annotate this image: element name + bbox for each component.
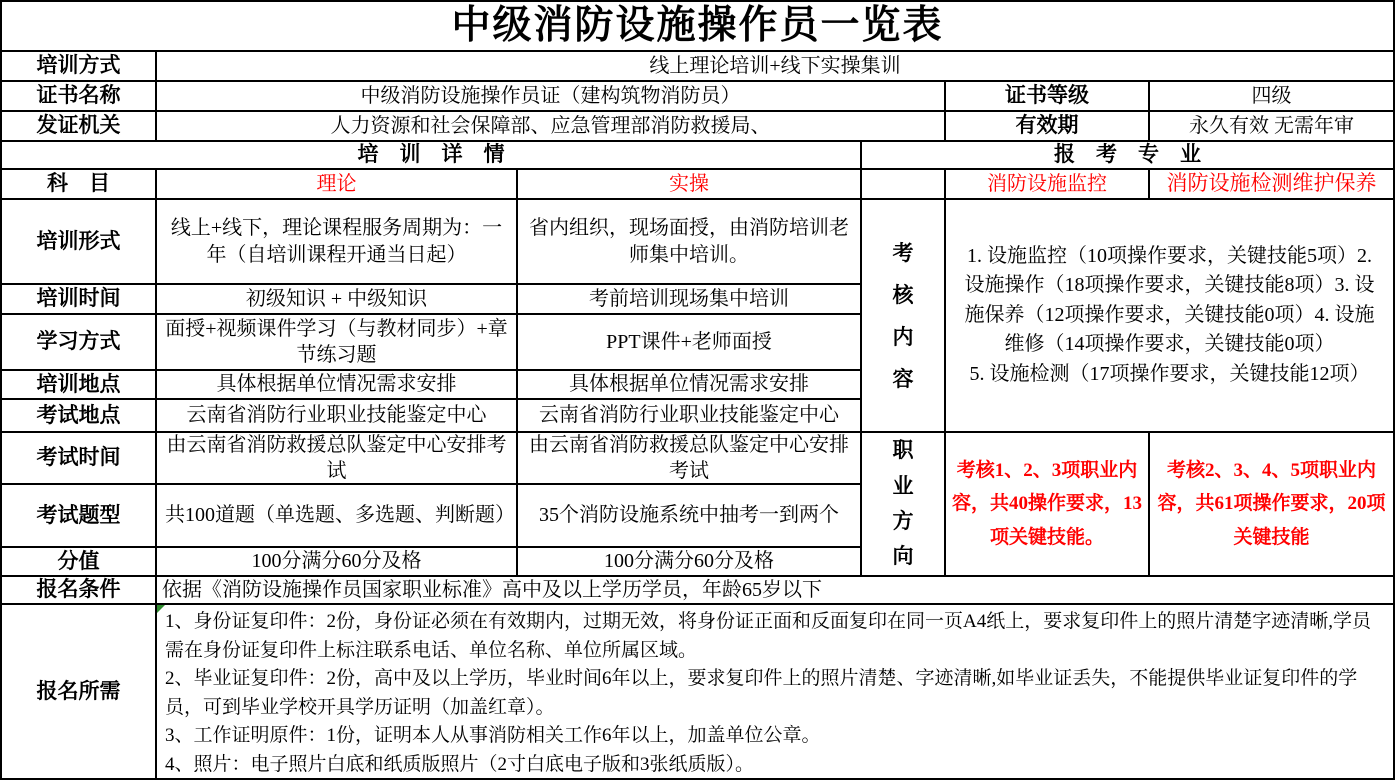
training-place-practice: 具体根据单位情况需求安排 xyxy=(518,371,860,398)
training-time-practice: 考前培训现场集中培训 xyxy=(518,285,860,313)
assessment-content-label-text: 考核内容 xyxy=(892,240,914,391)
training-place-theory: 具体根据单位情况需求安排 xyxy=(157,371,516,398)
row-label-training-time: 培训时间 xyxy=(2,285,155,313)
training-form-theory: 线上+线下，理论课程服务周期为：一年（自培训课程开通当日起） xyxy=(157,200,516,283)
subject-practice-header: 实操 xyxy=(518,170,860,198)
training-method-value: 线上理论培训+线下实操集训 xyxy=(157,52,1393,80)
requirement-item-3: 3、工作证明原件：1份，证明本人从事消防相关工作6年以上，加盖单位公章。 xyxy=(165,725,821,747)
training-time-theory: 初级知识 + 中级知识 xyxy=(157,285,516,313)
study-method-practice: PPT课件+老师面授 xyxy=(518,315,860,369)
assessment-content-part1: 1. 设施监控（10项操作要求，关键技能5项）2. 设施操作（18项操作要求，关键技能8项）3. 设施保养（12项操作要求，关键技能0项）4. 设施维修（14项操作要求，关键技能0项） xyxy=(964,244,1375,356)
row-label-training-method: 培训方式 xyxy=(2,52,155,80)
validity-value: 永久有效 无需年审 xyxy=(1150,112,1393,140)
row-label-cert-name: 证书名称 xyxy=(2,82,155,110)
registration-conditions-value: 依据《消防设施操作员国家职业标准》高中及以上学历学员，年龄65岁以下 xyxy=(157,577,1393,603)
row-label-score: 分值 xyxy=(2,548,155,575)
subject-spacer-cell xyxy=(862,170,944,198)
section-exam-majors: 报 考 专 业 xyxy=(862,142,1393,168)
row-label-cert-level: 证书等级 xyxy=(946,82,1148,110)
exam-time-theory: 由云南省消防救援总队鉴定中心安排考试 xyxy=(157,433,516,483)
assessment-content-part2: 5. 设施检测（17项操作要求，关键技能12项） xyxy=(969,362,1370,385)
row-label-exam-place: 考试地点 xyxy=(2,400,155,431)
row-label-study-method: 学习方式 xyxy=(2,315,155,369)
exam-time-practice: 由云南省消防救援总队鉴定中心安排考试 xyxy=(518,433,860,483)
green-corner-marker xyxy=(157,605,165,613)
exam-format-practice: 35个消防设施系统中抽考一到两个 xyxy=(518,485,860,546)
requirement-item-2: 2、毕业证复印件：2份，高中及以上学历，毕业时间6年以上，要求复印件上的照片清楚、字迹清晰,如毕业证丢失，不能提供毕业证复印件的学员，可到毕业学校开具学历证明（加盖红章）。 xyxy=(165,668,1358,718)
registration-materials-cell xyxy=(157,605,1393,778)
assessment-content-cell xyxy=(946,200,1393,431)
requirement-item-4: 4、照片：电子照片白底和纸质版照片（2寸白底电子版和3张纸质版）。 xyxy=(165,753,755,775)
row-label-exam-time: 考试时间 xyxy=(2,433,155,483)
cert-name-value: 中级消防设施操作员证（建构筑物消防员） xyxy=(157,82,944,110)
row-label-exam-format: 考试题型 xyxy=(2,485,155,546)
assessment-content-label xyxy=(862,200,944,431)
row-label-training-place: 培训地点 xyxy=(2,371,155,398)
career-direction-label xyxy=(862,433,944,575)
exam-format-theory: 共100道题（单选题、多选题、判断题） xyxy=(157,485,516,546)
career-direction-label-text: 职业方向 xyxy=(892,438,914,569)
issuer-value: 人力资源和社会保障部、应急管理部消防救援局、 xyxy=(157,112,944,140)
career-major-1-cell: 考核1、2、3项职业内容，共40操作要求，13项关键技能。 xyxy=(946,433,1148,575)
row-label-registration-materials: 报名所需 xyxy=(2,605,155,778)
score-theory: 100分满分60分及格 xyxy=(157,548,516,575)
row-label-training-form: 培训形式 xyxy=(2,200,155,283)
row-label-registration-conditions: 报名条件 xyxy=(2,577,155,603)
career-major-2-cell: 考核2、3、4、5项职业内容，共61项操作要求，20项关键技能 xyxy=(1150,433,1393,575)
study-method-theory: 面授+视频课件学习（与教材同步）+章节练习题 xyxy=(157,315,516,369)
row-label-issuer: 发证机关 xyxy=(2,112,155,140)
exam-place-theory: 云南省消防行业职业技能鉴定中心 xyxy=(157,400,516,431)
major-1-header: 消防设施监控 xyxy=(946,170,1148,198)
score-practice: 100分满分60分及格 xyxy=(518,548,860,575)
subject-theory-header: 理论 xyxy=(157,170,516,198)
training-form-practice: 省内组织，现场面授，由消防培训老师集中培训。 xyxy=(518,200,860,283)
row-label-subject: 科 目 xyxy=(2,170,155,198)
major-2-header: 消防设施检测维护保养 xyxy=(1150,170,1393,198)
exam-place-practice: 云南省消防行业职业技能鉴定中心 xyxy=(518,400,860,431)
cert-level-value: 四级 xyxy=(1150,82,1393,110)
section-training-details: 培 训 详 情 xyxy=(2,142,860,168)
row-label-validity: 有效期 xyxy=(946,112,1148,140)
requirement-item-1: 1、身份证复印件：2份，身份证必须在有效期内，过期无效，将身份证正面和反面复印在同一页A4纸上，要求复印件上的照片清楚字迹清晰,学员需在身份证复印件上标注联系电话、单位名称、单位所属区域。 xyxy=(165,611,1371,661)
page-title: 中级消防设施操作员一览表 xyxy=(2,2,1393,50)
